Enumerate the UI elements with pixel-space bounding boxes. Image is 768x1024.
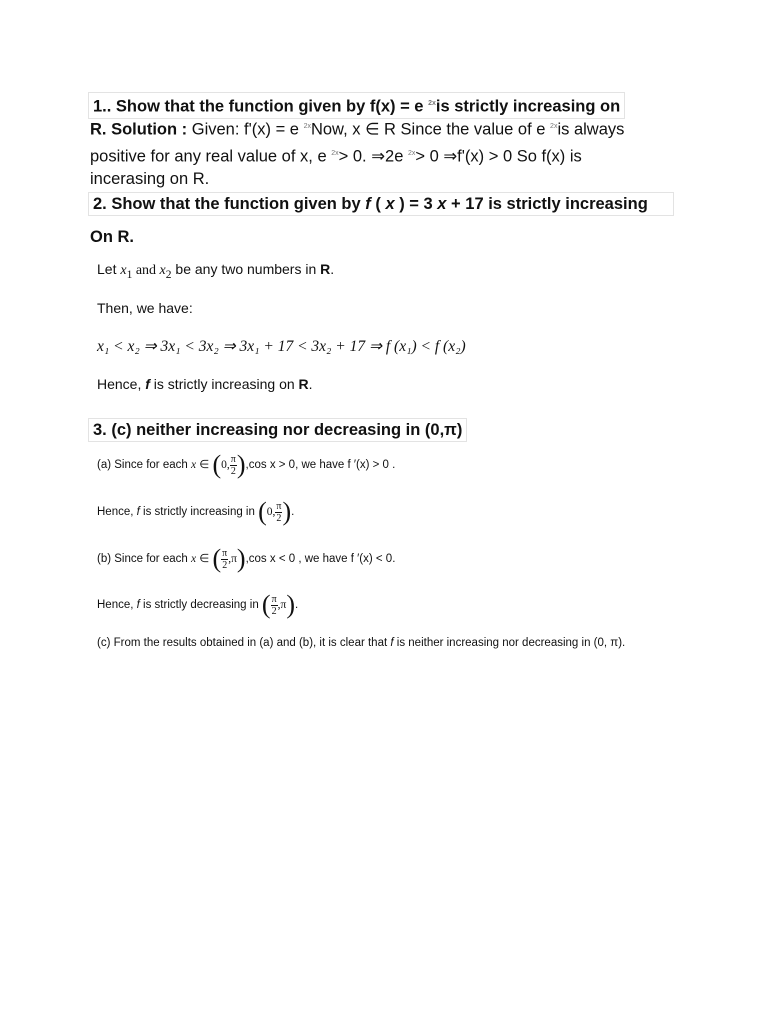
q2-title-b: ( bbox=[370, 195, 386, 213]
q2-x1: x bbox=[120, 263, 127, 278]
q3-a-hence-zero: 0, bbox=[266, 506, 276, 519]
q2-let: Let bbox=[97, 261, 121, 277]
q3-b-post: ,cos x < 0 , we have f ′(x) < 0. bbox=[245, 553, 396, 566]
q3-b-hence2: is strictly decreasing in bbox=[139, 599, 262, 612]
q1-title-end: is strictly increasing on bbox=[435, 97, 621, 116]
q2-hence-f: f bbox=[145, 376, 150, 392]
q3-part-a-hence: Hence, f is strictly increasing in (0, $\frac{\pi}{2}$ ). bbox=[97, 497, 295, 526]
q3-part-b bbox=[97, 544, 395, 574]
q3-part-c bbox=[97, 637, 625, 649]
left-paren: ( bbox=[258, 497, 267, 526]
frac-num: π bbox=[271, 593, 277, 605]
q1-line3-a: positive for any real value of x, e bbox=[90, 147, 332, 165]
q2-numbers-in: be any two numbers in bbox=[171, 261, 321, 277]
q1-sup-4: 2x bbox=[331, 149, 339, 157]
q2-sub1: 1 bbox=[126, 268, 133, 281]
frac-den: 2 bbox=[276, 512, 282, 524]
frac-num: π bbox=[276, 500, 282, 512]
q2-heading-line2: On R. bbox=[90, 228, 134, 246]
q2-then-line: Then, we have: bbox=[97, 300, 193, 316]
right-paren: ) bbox=[282, 497, 292, 526]
q1-sol-b: Now, x ∈ R Since the value of e bbox=[310, 120, 551, 139]
q2-and: and bbox=[132, 263, 160, 278]
q1-sup-2: 2x bbox=[303, 123, 311, 130]
q3-part-b-hence: Hence, f is strictly decreasing in ( $\frac{\pi}{2}$ ,π). bbox=[97, 590, 299, 619]
pi-over-2 bbox=[271, 594, 278, 617]
q3-a-zero: 0, bbox=[221, 459, 230, 472]
q2-hence-dot: . bbox=[308, 376, 313, 392]
q3-a-pre: (a) Since for each bbox=[97, 459, 191, 472]
q2-R: R bbox=[320, 261, 331, 277]
right-paren: ) bbox=[236, 450, 246, 479]
q2-title-x: x bbox=[385, 195, 395, 213]
q1-sol-a: Given: f'(x) = e bbox=[187, 120, 304, 139]
q2-title-x2: x bbox=[437, 195, 447, 213]
q1-sup-1: 2x bbox=[428, 100, 436, 107]
left-paren: ( bbox=[212, 450, 222, 479]
q2-hence: Hence, bbox=[97, 376, 146, 392]
q2-inequality-chain: x₁ < x₂ ⇒ 3x₁ < 3x₂ ⇒ 3x₁ + 17 < 3x₂ + 17 ⇒ f (x₁) < f (x₂) bbox=[97, 338, 466, 355]
q2-x2: x bbox=[159, 263, 166, 278]
q3-c-f: f bbox=[390, 637, 394, 649]
q3-part-a bbox=[97, 450, 395, 480]
q3-a-post: ,cos x > 0, we have f ′(x) > 0 . bbox=[245, 459, 396, 472]
q3-heading: 3. (c) neither increasing nor decreasing in (0,π) bbox=[88, 418, 467, 442]
q2-hence-R: R bbox=[298, 376, 309, 392]
right-paren: ) bbox=[286, 590, 296, 619]
q2-hence-text: is strictly increasing on bbox=[149, 376, 299, 392]
q1-solution bbox=[90, 115, 690, 191]
q3-a-in: ∈ bbox=[196, 459, 213, 472]
q1-title: 1.. Show that the function given by f(x) = e bbox=[93, 97, 429, 116]
q2-hence-line bbox=[97, 376, 313, 392]
q3-b-hence-pi: ,π bbox=[277, 599, 287, 612]
pi-over-2 bbox=[230, 454, 237, 477]
q3-c-pre: (c) From the results obtained in (a) and (b), it is clear that bbox=[97, 637, 391, 649]
q1-solution-label: R. Solution : bbox=[90, 120, 188, 139]
q3-b-hence: Hence, bbox=[97, 599, 137, 612]
q3-b-in: ∈ bbox=[196, 553, 213, 566]
q2-title-a: 2. Show that the function given by bbox=[93, 195, 366, 213]
left-paren: ( bbox=[212, 544, 222, 573]
q2-let-line bbox=[97, 261, 334, 281]
frac-den: 2 bbox=[222, 559, 228, 571]
q1-line3-c: > 0 ⇒f'(x) > 0 So f(x) is bbox=[415, 147, 582, 165]
q2-title-f: f bbox=[365, 195, 371, 213]
q2-sub2: 2 bbox=[165, 268, 172, 281]
q1-sup-3: 2x bbox=[550, 123, 558, 130]
q3-c-post: is neither increasing nor decreasing in (0, π). bbox=[393, 637, 626, 649]
frac-num: π bbox=[222, 547, 228, 559]
right-paren: ) bbox=[236, 544, 246, 573]
q3-a-hence: Hence, bbox=[97, 506, 137, 519]
q3-b-f: f bbox=[136, 599, 140, 612]
frac-num: π bbox=[230, 453, 236, 465]
left-paren: ( bbox=[261, 590, 271, 619]
q3-b-pi: ,π bbox=[228, 553, 237, 566]
q2-title-c: ) = 3 bbox=[394, 195, 438, 213]
frac-den: 2 bbox=[271, 605, 277, 617]
q3-a-hence2: is strictly increasing in bbox=[139, 506, 259, 519]
q3-a-x: x bbox=[190, 459, 197, 472]
q1-line3-b: > 0. ⇒2e bbox=[338, 147, 408, 165]
q3-b-pre: (b) Since for each bbox=[97, 553, 191, 566]
q3-b-x: x bbox=[190, 553, 197, 566]
frac-den: 2 bbox=[230, 465, 236, 477]
q1-sol-c: is always bbox=[557, 120, 625, 139]
q2-title-d: + 17 is strictly increasing bbox=[446, 195, 648, 213]
q1-sup-5: 2x bbox=[407, 149, 416, 157]
q1-line4: incerasing on R. bbox=[90, 170, 210, 188]
q2-dot: . bbox=[330, 261, 335, 277]
q3-a-f: f bbox=[136, 506, 140, 519]
q2-heading bbox=[88, 192, 674, 216]
